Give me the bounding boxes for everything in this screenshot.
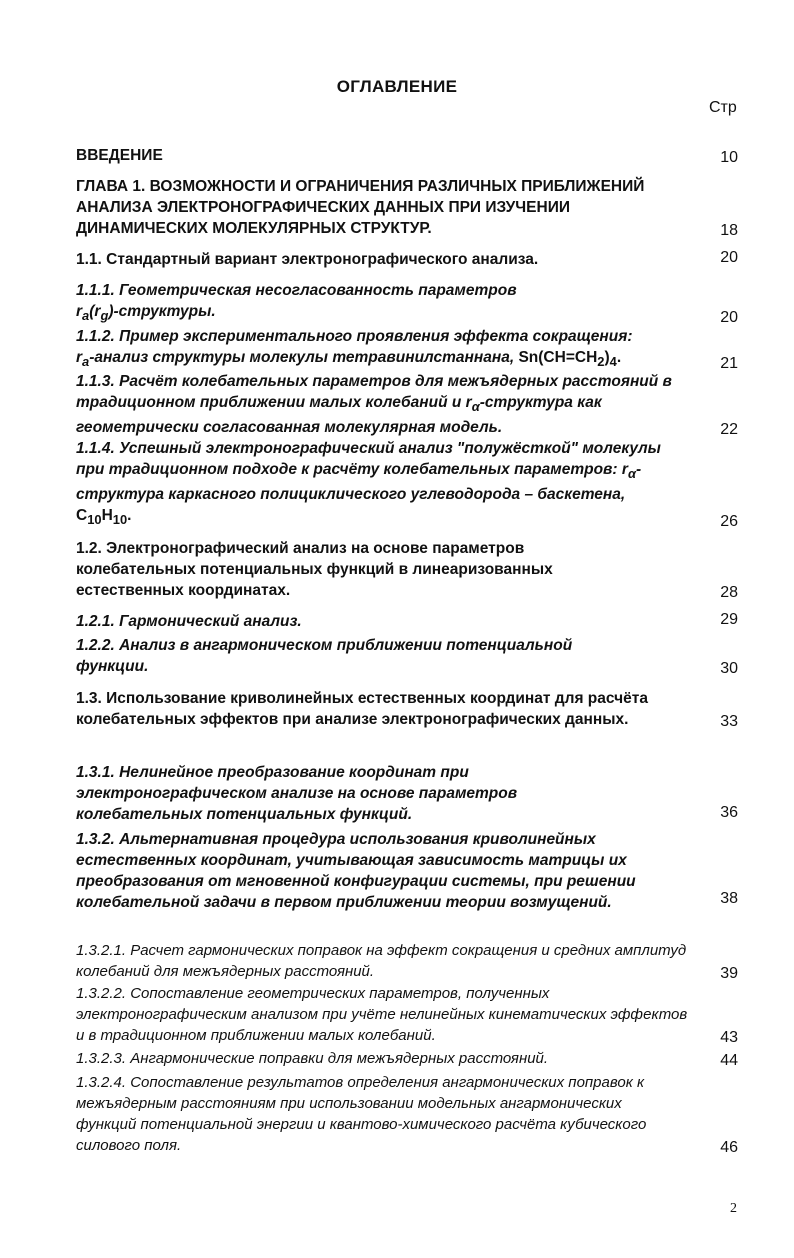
toc-entry-title: 1.2.1. Гармонический анализ.	[76, 613, 302, 630]
subscript-4: 4	[609, 354, 617, 370]
toc-entry-title: 1.3.2. Альтернативная процедура использования криволинейных естественных координат, учитывающая зависимость матрицы их преобразования от мгновенной конфигурации системы, при решении колебательной задачи в первом приближении теории возмущений.	[76, 831, 636, 911]
toc-entry-title	[76, 326, 704, 372]
toc-entry-page: 20	[720, 309, 738, 327]
toc-entry-page: 38	[720, 890, 738, 907]
toc-entry-page: 30	[720, 660, 738, 677]
toc-entry-title-part: -анализ структуры молекулы тетравинилстаннана,	[89, 349, 519, 366]
toc-entry[interactable]	[76, 611, 746, 632]
subscript-alpha: α	[627, 466, 636, 482]
formula-tetravinylstannane	[518, 349, 622, 370]
toc-entry[interactable]	[76, 940, 746, 982]
symbol-r: r	[94, 303, 101, 320]
toc-entry-title: 1.3.2.2. Сопоставление геометрических параметров, полученных электронографическим анализом при учёте нелинейных кинематических эффектов и в традиционном приближении малых колебаний.	[76, 985, 688, 1044]
toc-entry[interactable]	[76, 438, 746, 530]
toc-entry-page: 33	[720, 713, 738, 730]
formula-part: Sn(CH=CH	[518, 349, 598, 366]
toc-entry-title: 1.3.2.1. Расчет гармонических поправок на эффект сокращения и средних амплитуд колебаний для межъядерных расстояний.	[76, 942, 687, 980]
toc-entry-page: 26	[720, 513, 738, 531]
subscript-g: g	[100, 308, 109, 324]
toc-entry-title: 1.3.2.4. Сопоставление результатов определения ангармонических поправок к межъядерным расстояниям при использовании модельных ангармонических функций потенциальной энергии и квантово-химического расчёта кубического силового поля.	[76, 1074, 647, 1154]
page-column-label: Стр	[709, 99, 737, 116]
toc-entry[interactable]	[76, 762, 746, 825]
toc-entry[interactable]	[76, 1072, 746, 1156]
toc-entry-page: 36	[720, 804, 738, 821]
formula-part: C	[76, 507, 88, 525]
toc-entry-title: 1.3. Использование криволинейных естественных координат для расчёта колебательных эффектов при анализе электронографических данных.	[76, 690, 648, 728]
toc-entry-page: 44	[720, 1052, 738, 1069]
paren-open: (	[89, 303, 95, 320]
toc-entry-title	[76, 371, 690, 438]
toc-entry-title: 1.2.2. Анализ в ангармоническом приближении потенциальной функции.	[76, 637, 573, 675]
toc-entry[interactable]	[76, 688, 746, 730]
toc-entry-title: ВВЕДЕНИЕ	[76, 147, 163, 164]
toc-entry-title-part: 1.1.1. Геометрическая несогласованность параметров	[76, 282, 517, 299]
subscript-a: a	[82, 354, 90, 370]
toc-entry-title: ГЛАВА 1. ВОЗМОЖНОСТИ И ОГРАНИЧЕНИЯ РАЗЛИЧНЫХ ПРИБЛИЖЕНИЙ АНАЛИЗА ЭЛЕКТРОНОГРАФИЧЕСКИХ ДАННЫХ ПРИ ИЗУЧЕНИИ ДИНАМИЧЕСКИХ МОЛЕКУЛЯРНЫХ СТРУКТУР.	[76, 178, 645, 237]
toc-entry-page: 46	[720, 1139, 738, 1156]
symbol-r: r	[621, 461, 628, 478]
toc-entry-title-part: -структура как геометрически согласованная молекулярная модель.	[76, 394, 602, 437]
formula-part: .	[616, 349, 622, 366]
toc-entry-title: 1.1. Стандартный вариант электронографического анализа.	[76, 251, 539, 268]
toc-entry-title	[76, 438, 666, 530]
subscript-2: 2	[597, 354, 605, 370]
toc-entry-page: 21	[720, 355, 738, 373]
subscript-a: a	[82, 308, 90, 324]
page-title: ОГЛАВЛЕНИЕ	[336, 77, 458, 96]
formula-basketene	[76, 507, 132, 528]
toc-entry-title: 1.3.1. Нелинейное преобразование координат при электронографическом анализе на основе параметров колебательных потенциальных функций.	[76, 764, 518, 823]
symbol-r: r	[465, 394, 472, 411]
toc-entry-page: 39	[720, 965, 738, 982]
toc-entry[interactable]	[76, 176, 746, 239]
toc-entry-title-part: 1.1.2. Пример экспериментального проявления эффекта сокращения:	[76, 328, 633, 345]
toc-entry-title-part: -структуры.	[113, 303, 216, 320]
toc-entry-title	[76, 280, 698, 326]
toc-entry-page: 29	[720, 611, 738, 628]
subscript-10: 10	[87, 512, 102, 528]
formula-part: .	[127, 507, 132, 525]
toc-entry-page: 10	[720, 149, 738, 166]
toc-entry-page: 18	[720, 222, 738, 239]
formula-part: H	[101, 507, 113, 525]
toc-entry[interactable]	[76, 280, 746, 326]
toc-entry[interactable]	[76, 371, 746, 438]
toc-entry-title-part: 1.1.4. Успешный электронографический анализ "полужёсткой" молекулы при традиционном подходе к расчёту колебательных параметров:	[76, 440, 661, 478]
toc-entry[interactable]	[76, 983, 746, 1046]
toc-entry[interactable]	[76, 538, 746, 601]
toc-entry-title-part: 1.1.3. Расчёт колебательных параметров для межъядерных расстояний в традиционном приближении малых колебаний и	[76, 373, 672, 411]
toc-entry-title-part: -структура каркасного полициклического углеводорода – баскетена,	[76, 461, 642, 504]
toc-entry-page: 22	[720, 421, 738, 439]
toc-entry-title: 1.2. Электронографический анализ на основе параметров колебательных потенциальных функций в линеаризованных естественных координатах.	[76, 540, 553, 599]
paren-close: )	[108, 303, 114, 320]
symbol-r: r	[76, 349, 83, 366]
symbol-r: r	[76, 303, 83, 320]
subscript-10: 10	[112, 512, 128, 528]
subscript-alpha: α	[471, 399, 480, 415]
toc-entry[interactable]	[76, 145, 746, 166]
toc-entry[interactable]	[76, 326, 746, 372]
toc-entry-page: 28	[720, 584, 738, 601]
toc-entry[interactable]	[76, 635, 746, 677]
toc-entry-page: 20	[720, 249, 738, 266]
page-number: 2	[730, 1201, 737, 1216]
formula-part: )	[604, 349, 610, 366]
toc-entry[interactable]	[76, 1048, 746, 1069]
toc-entry[interactable]	[76, 249, 746, 270]
toc-entry-page: 43	[720, 1029, 738, 1046]
toc-entry[interactable]	[76, 829, 746, 913]
toc-entry-title: 1.3.2.3. Ангармонические поправки для межъядерных расстояний.	[76, 1050, 549, 1067]
